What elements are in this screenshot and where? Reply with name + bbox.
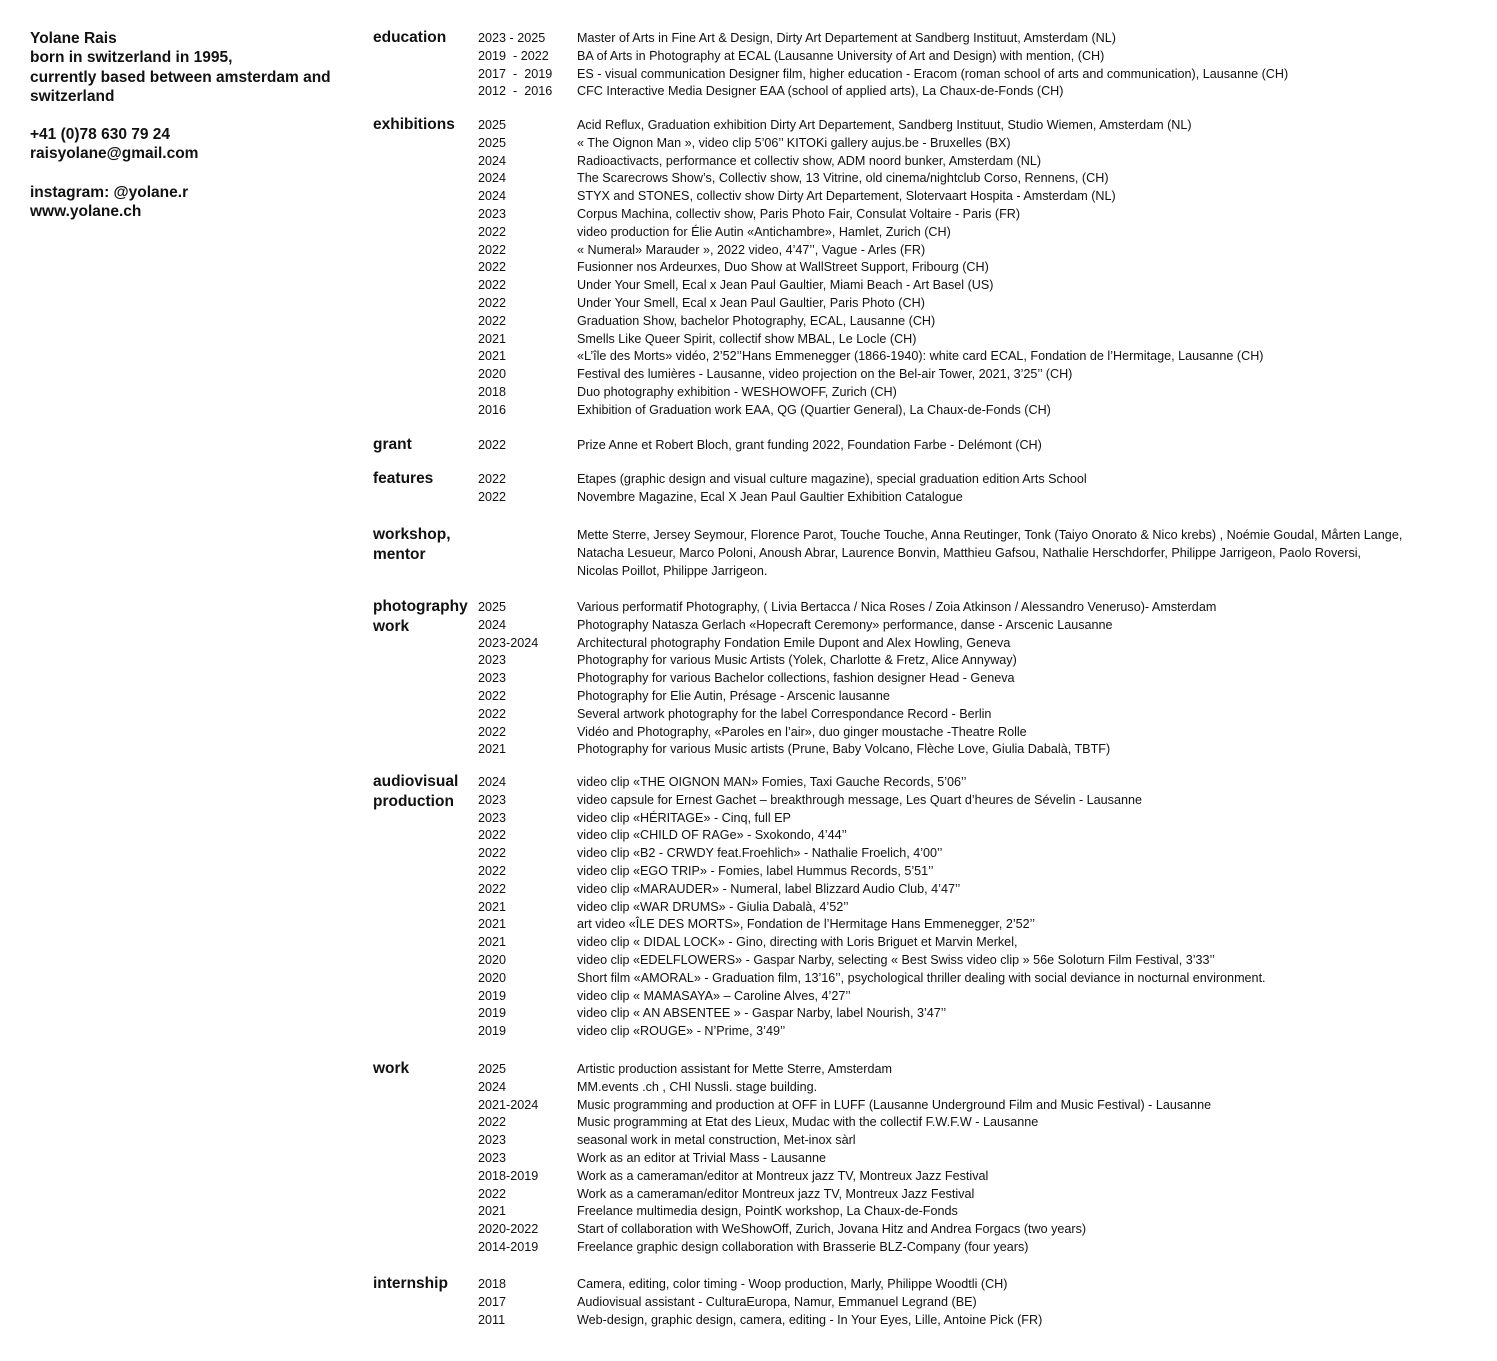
entry-year: 2023 <box>478 1150 507 1165</box>
entry-text: video clip «ROUGE» - N’Prime, 3’49’’ <box>577 1024 786 1039</box>
entry-text: Vidéo and Photography, «Paroles en l’air», duo ginger moustache -Theatre Rolle <box>577 724 1027 739</box>
section-rows <box>0 471 1497 507</box>
entry-text: Freelance multimedia design, PointK workshop, La Chaux-de-Fonds <box>577 1204 958 1219</box>
contact-line: +41 (0)78 630 79 24 <box>30 126 171 144</box>
entry-text: Audiovisual assistant - CulturaEuropa, Namur, Emmanuel Legrand (BE) <box>577 1294 977 1309</box>
entry-text: seasonal work in metal construction, Met-inox sàrl <box>577 1133 856 1148</box>
section-rows <box>0 1276 1497 1329</box>
entry-row <box>0 845 1497 863</box>
entry-year: 2018 <box>478 1277 507 1291</box>
entry-row <box>0 774 1497 792</box>
entry-text: Music programming at Etat des Lieux, Mudac with the collectif F.W.F.W - Lausanne <box>577 1115 1039 1130</box>
entry-year: 2011 <box>478 1312 506 1327</box>
entry-text: « Numeral» Marauder », 2022 video, 4’47’’, Vague - Arles (FR) <box>577 242 926 257</box>
entry-text: Novembre Magazine, Ecal X Jean Paul Gaultier Exhibition Catalogue <box>577 489 963 504</box>
entry-year: 2022 <box>478 313 507 328</box>
section-title-line: work <box>373 617 410 635</box>
entry-text: Music programming and production at OFF in LUFF (Lausanne Underground Film and Music Festival) - Lausanne <box>577 1097 1212 1112</box>
entry-year: 2017 - 2019 <box>478 66 553 81</box>
entry-text: Work as a cameraman/editor at Montreux jazz TV, Montreux Jazz Festival <box>577 1168 989 1183</box>
entry-text: Architectural photography Fondation Emile Dupont and Alex Howling, Geneva <box>577 635 1011 650</box>
section-title-line: production <box>373 792 454 810</box>
entry-text: Festival des lumières - Lausanne, video projection on the Bel-air Tower, 2021, 3’25’’ (CH) <box>577 367 1073 382</box>
entry-row <box>0 471 1497 489</box>
entry-row <box>0 1150 1497 1168</box>
entry-text: «L’île des Morts» vidéo, 2’52’’Hans Emmenegger (1866-1940): white card ECAL, Fondation de l’Hermitage, Lausanne (CH) <box>577 349 1264 364</box>
contact-line: www.yolane.ch <box>30 203 142 221</box>
entry-row <box>0 48 1497 66</box>
entry-text: Natacha Lesueur, Marco Poloni, Anoush Abrar, Laurence Bonvin, Matthieu Gafsou, Nathalie Herschdorfer, Philippe Jarrigeon, Paolo Roversi, <box>577 545 1362 560</box>
entry-row <box>0 295 1497 313</box>
entry-row <box>0 188 1497 206</box>
entry-text: Smells Like Queer Spirit, collectif show MBAL, Le Locle (CH) <box>577 331 917 346</box>
entry-year: 2019 - 2022 <box>478 48 549 63</box>
entry-text: STYX and STONES, collectiv show Dirty Art Departement, Slotervaart Hospita - Amsterdam (NL) <box>577 189 1116 204</box>
entry-row <box>0 366 1497 384</box>
entry-text: Several artwork photography for the label Correspondance Record - Berlin <box>577 706 992 721</box>
entry-row <box>0 170 1497 188</box>
entry-row <box>0 1239 1497 1257</box>
entry-row <box>0 688 1497 706</box>
entry-row <box>0 1186 1497 1204</box>
section-title-line: features <box>373 470 434 487</box>
entry-text: Photography Natasza Gerlach «Hopecraft Ceremony» performance, danse - Arscenic Lausanne <box>577 617 1113 632</box>
entry-year: 2022 <box>478 278 507 293</box>
entry-year: 2022 <box>478 828 507 843</box>
entry-row <box>0 206 1497 224</box>
entry-row <box>0 224 1497 242</box>
entry-text: Photography for various Music Artists (Yolek, Charlotte & Fretz, Alice Annyway) <box>577 653 1017 668</box>
entry-row <box>0 599 1497 617</box>
entry-text: CFC Interactive Media Designer EAA (school of applied arts), La Chaux-de-Fonds (CH) <box>577 84 1064 99</box>
entry-year: 2017 <box>478 1294 507 1309</box>
entry-year: 2018-2019 <box>478 1168 539 1183</box>
entry-row <box>0 30 1497 48</box>
entry-year: 2025 <box>478 600 507 614</box>
entry-year: 2022 <box>478 295 507 310</box>
entry-row <box>0 899 1497 917</box>
section-title-line: mentor <box>373 545 426 563</box>
entry-year: 2019 <box>478 1006 507 1021</box>
entry-row <box>0 952 1497 970</box>
entry-text: video clip « MAMASAYA» – Caroline Alves, 4’27’’ <box>577 988 851 1003</box>
entry-year: 2022 <box>478 472 507 486</box>
entry-text: video clip «CHILD OF RAGe» - Sxokondo, 4’44’’ <box>577 828 847 843</box>
entry-year: 2022 <box>478 224 507 239</box>
entry-row <box>0 970 1497 988</box>
entry-year: 2024 <box>478 1079 507 1094</box>
entry-row <box>0 988 1497 1006</box>
entry-row <box>0 881 1497 899</box>
entry-row <box>0 313 1497 331</box>
entry-row <box>0 1061 1497 1079</box>
entry-text: Duo photography exhibition - WESHOWOFF, Zurich (CH) <box>577 384 897 399</box>
entry-text: video clip « DIDAL LOCK» - Gino, directing with Loris Briguet et Marvin Merkel, <box>577 935 1018 950</box>
entry-year: 2023 <box>478 206 507 221</box>
entry-year: 2021 <box>478 1204 507 1219</box>
entry-year: 2021 <box>478 935 507 950</box>
entry-row <box>0 635 1497 653</box>
entry-text: video clip «EDELFLOWERS» - Gaspar Narby, selecting « Best Swiss video clip » 56e Soloturn Film Festival, 3’33’’ <box>577 952 1215 967</box>
entry-text: « The Oignon Man », video clip 5’06’’ KITOKi gallery aujus.be - Bruxelles (BX) <box>577 135 1011 150</box>
entry-text: Photography for Elie Autin, Présage - Arscenic lausanne <box>577 688 890 703</box>
entry-year: 2012 - 2016 <box>478 84 553 99</box>
entry-year: 2020-2022 <box>478 1222 539 1237</box>
entry-year: 2024 <box>478 171 507 186</box>
entry-row <box>0 1203 1497 1221</box>
entry-text: Camera, editing, color timing - Woop production, Marly, Philippe Woodtli (CH) <box>577 1277 1008 1291</box>
entry-row <box>0 741 1497 759</box>
entry-row <box>0 1168 1497 1186</box>
section-title-line: audiovisual <box>373 773 459 790</box>
section-title-line: workshop, <box>373 526 451 543</box>
contact-line: born in switzerland in 1995, <box>30 49 233 67</box>
entry-row <box>0 810 1497 828</box>
entry-year: 2021 <box>478 899 507 914</box>
entry-year: 2025 <box>478 1062 507 1076</box>
entry-text: video clip «WAR DRUMS» - Giulia Dabalà, 4’52’’ <box>577 899 849 914</box>
entry-year: 2023 <box>478 653 507 668</box>
entry-text: video production for Élie Autin «Antichambre», Hamlet, Zurich (CH) <box>577 224 951 239</box>
entry-text: Radioactivacts, performance et collectiv show, ADM noord bunker, Amsterdam (NL) <box>577 153 1042 168</box>
entry-row <box>0 1294 1497 1312</box>
contact-line: Yolane Rais <box>30 30 117 47</box>
entry-text: video clip « AN ABSENTEE » - Gaspar Narby, label Nourish, 3’47’’ <box>577 1006 947 1021</box>
section-title-line: internship <box>373 1275 448 1292</box>
entry-text: Work as an editor at Trivial Mass - Lausanne <box>577 1150 826 1165</box>
entry-year: 2021 <box>478 331 507 346</box>
entry-text: Etapes (graphic design and visual culture magazine), special graduation edition Arts School <box>577 472 1087 486</box>
entry-year: 2022 <box>478 846 507 861</box>
contact-line: instagram: @yolane.r <box>30 183 189 201</box>
entry-row <box>0 348 1497 366</box>
entry-year: 2014-2019 <box>478 1239 539 1254</box>
entry-text: Exhibition of Graduation work EAA, QG (Quartier General), La Chaux-de-Fonds (CH) <box>577 402 1051 417</box>
entry-year: 2024 <box>478 775 507 789</box>
entry-text: Photography for various Bachelor collections, fashion designer Head - Geneva <box>577 671 1015 686</box>
entry-text: Fusionner nos Ardeurxes, Duo Show at WallStreet Support, Fribourg (CH) <box>577 260 989 275</box>
entry-row <box>0 331 1497 349</box>
entry-year: 2022 <box>478 242 507 257</box>
section-rows <box>0 774 1497 1041</box>
entry-row <box>0 863 1497 881</box>
entry-text: Various performatif Photography, ( Livia Bertacca / Nica Roses / Zoia Atkinson / Alessandro Veneruso)- Amsterdam <box>577 600 1217 614</box>
entry-text: Work as a cameraman/editor Montreux jazz TV, Montreux Jazz Festival <box>577 1186 975 1201</box>
entry-text: video clip «MARAUDER» - Numeral, label Blizzard Audio Club, 4’47’’ <box>577 881 961 896</box>
entry-row <box>0 934 1497 952</box>
entry-row <box>0 117 1497 135</box>
entry-row <box>0 489 1497 507</box>
entry-text: Corpus Machina, collectiv show, Paris Photo Fair, Consulat Voltaire - Paris (FR) <box>577 206 1021 221</box>
section-rows <box>0 599 1497 759</box>
entry-text: Acid Reflux, Graduation exhibition Dirty Art Departement, Sandberg Instituut, Studio Wiemen, Amsterdam (NL) <box>577 118 1192 132</box>
entry-text: Under Your Smell, Ecal x Jean Paul Gaultier, Paris Photo (CH) <box>577 295 925 310</box>
entry-row <box>0 792 1497 810</box>
section-rows <box>0 437 1497 455</box>
entry-year: 2022 <box>478 706 507 721</box>
entry-row <box>0 153 1497 171</box>
entry-year: 2022 <box>478 489 507 504</box>
section-title-line: work <box>373 1060 410 1077</box>
entry-year: 2021 <box>478 349 507 364</box>
contact-line: currently based between amsterdam and <box>30 68 331 86</box>
entry-year: 2023 <box>478 1133 507 1148</box>
section-rows <box>0 527 1497 580</box>
entry-row <box>0 135 1497 153</box>
entry-year: 2022 <box>478 724 507 739</box>
entry-text: ES - visual communication Designer film, higher education - Eracom (roman school of arts and communication), Lausanne (CH) <box>577 66 1289 81</box>
entry-year: 2023 - 2025 <box>478 31 546 45</box>
entry-year: 2023 <box>478 810 507 825</box>
entry-row <box>0 66 1497 84</box>
entry-text: Prize Anne et Robert Bloch, grant funding 2022, Foundation Farbe - Delémont (CH) <box>577 438 1042 452</box>
entry-row <box>0 402 1497 420</box>
entry-text: The Scarecrows Show’s, Collectiv show, 13 Vitrine, old cinema/nightclub Corso, Rennens, (CH) <box>577 171 1109 186</box>
entry-text: Nicolas Poillot, Philippe Jarrigeon. <box>577 563 768 578</box>
entry-row <box>0 724 1497 742</box>
entry-year: 2025 <box>478 135 507 150</box>
entry-row <box>0 1221 1497 1239</box>
entry-row <box>0 1097 1497 1115</box>
section-rows <box>0 117 1497 420</box>
entry-row <box>0 563 1497 581</box>
entry-text: Photography for various Music artists (Prune, Baby Volcano, Flèche Love, Giulia Dabalà, TBTF) <box>577 742 1111 757</box>
section-title-line: photography <box>373 598 468 615</box>
entry-row <box>0 706 1497 724</box>
section-title-line: exhibitions <box>373 116 455 133</box>
entry-row <box>0 1114 1497 1132</box>
entry-text: Web-design, graphic design, camera, editing - In Your Eyes, Lille, Antoine Pick (FR) <box>577 1312 1043 1327</box>
entry-year: 2018 <box>478 384 507 399</box>
entry-row <box>0 259 1497 277</box>
entry-text: Short film «AMORAL» - Graduation film, 13’16’’, psychological thriller dealing with social deviance in nocturnal environment. <box>577 970 1266 985</box>
entry-year: 2020 <box>478 952 507 967</box>
entry-row <box>0 1276 1497 1294</box>
entry-text: video clip «HÉRITAGE» - Cinq, full EP <box>577 810 791 825</box>
entry-year: 2016 <box>478 402 507 417</box>
section-rows <box>0 30 1497 101</box>
entry-year: 2022 <box>478 688 507 703</box>
entry-text: BA of Arts in Photography at ECAL (Lausanne University of Art and Design) with mention, (CH) <box>577 48 1105 63</box>
entry-text: art video «ÎLE DES MORTS», Fondation de l’Hermitage Hans Emmenegger, 2’52’’ <box>577 917 1036 932</box>
entry-year: 2024 <box>478 189 507 204</box>
entry-row <box>0 545 1497 563</box>
entry-year: 2023 <box>478 671 507 686</box>
entry-year: 2022 <box>478 881 507 896</box>
entry-row <box>0 1132 1497 1150</box>
contact-line: switzerland <box>30 87 115 105</box>
entry-row <box>0 277 1497 295</box>
entry-row <box>0 916 1497 934</box>
entry-text: video clip «EGO TRIP» - Fomies, label Hummus Records, 5’51’’ <box>577 863 934 878</box>
entry-row <box>0 827 1497 845</box>
entry-year: 2019 <box>478 988 507 1003</box>
entry-text: Start of collaboration with WeShowOff, Zurich, Jovana Hitz and Andrea Forgacs (two years) <box>577 1222 1087 1237</box>
entry-year: 2021 <box>478 917 507 932</box>
entry-text: video clip «B2 - CRWDY feat.Froehlich» - Nathalie Froelich, 4’00’’ <box>577 846 943 861</box>
entry-row <box>0 437 1497 455</box>
entry-row <box>0 652 1497 670</box>
entry-row <box>0 617 1497 635</box>
entry-text: video clip «THE OIGNON MAN» Fomies, Taxi Gauche Records, 5’06’’ <box>577 775 967 789</box>
entry-year: 2023-2024 <box>478 635 539 650</box>
entry-row <box>0 242 1497 260</box>
entry-year: 2024 <box>478 153 507 168</box>
entry-text: Freelance graphic design collaboration with Brasserie BLZ-Company (four years) <box>577 1239 1029 1254</box>
entry-text: video capsule for Ernest Gachet – breakthrough message, Les Quart d’heures de Sévelin - Lausanne <box>577 792 1142 807</box>
entry-year: 2022 <box>478 260 507 275</box>
entry-row <box>0 527 1497 545</box>
entry-text: Under Your Smell, Ecal x Jean Paul Gaultier, Miami Beach - Art Basel (US) <box>577 278 994 293</box>
entry-year: 2022 <box>478 863 507 878</box>
entry-text: Master of Arts in Fine Art & Design, Dirty Art Departement at Sandberg Instituut, Amsterdam (NL) <box>577 31 1116 45</box>
entry-row <box>0 670 1497 688</box>
entry-year: 2025 <box>478 118 507 132</box>
entry-year: 2022 <box>478 1186 507 1201</box>
entry-year: 2022 <box>478 438 507 452</box>
entry-text: Artistic production assistant for Mette Sterre, Amsterdam <box>577 1062 892 1076</box>
entry-year: 2021 <box>478 742 507 757</box>
entry-text: MM.events .ch , CHI Nussli. stage building. <box>577 1079 818 1094</box>
entry-year: 2022 <box>478 1115 507 1130</box>
section-title-line: grant <box>373 436 412 453</box>
entry-row <box>0 1005 1497 1023</box>
entry-year: 2021-2024 <box>478 1097 539 1112</box>
contact-line: raisyolane@gmail.com <box>30 145 199 163</box>
entry-text: Graduation Show, bachelor Photography, ECAL, Lausanne (CH) <box>577 313 936 328</box>
entry-year: 2020 <box>478 367 507 382</box>
entry-year: 2020 <box>478 970 507 985</box>
entry-row <box>0 1023 1497 1041</box>
entry-row <box>0 83 1497 101</box>
entry-year: 2019 <box>478 1024 507 1039</box>
section-title-line: education <box>373 29 447 46</box>
section-rows <box>0 1061 1497 1257</box>
entry-year: 2023 <box>478 792 507 807</box>
entry-row <box>0 1079 1497 1097</box>
entry-row <box>0 384 1497 402</box>
entry-year: 2024 <box>478 617 507 632</box>
entry-row <box>0 1312 1497 1330</box>
entry-text: Mette Sterre, Jersey Seymour, Florence Parot, Touche Touche, Anna Reutinger, Tonk (Taiyo Onorato & Nico krebs) , Noémie Goudal, Mårten Lange, <box>577 528 1403 542</box>
